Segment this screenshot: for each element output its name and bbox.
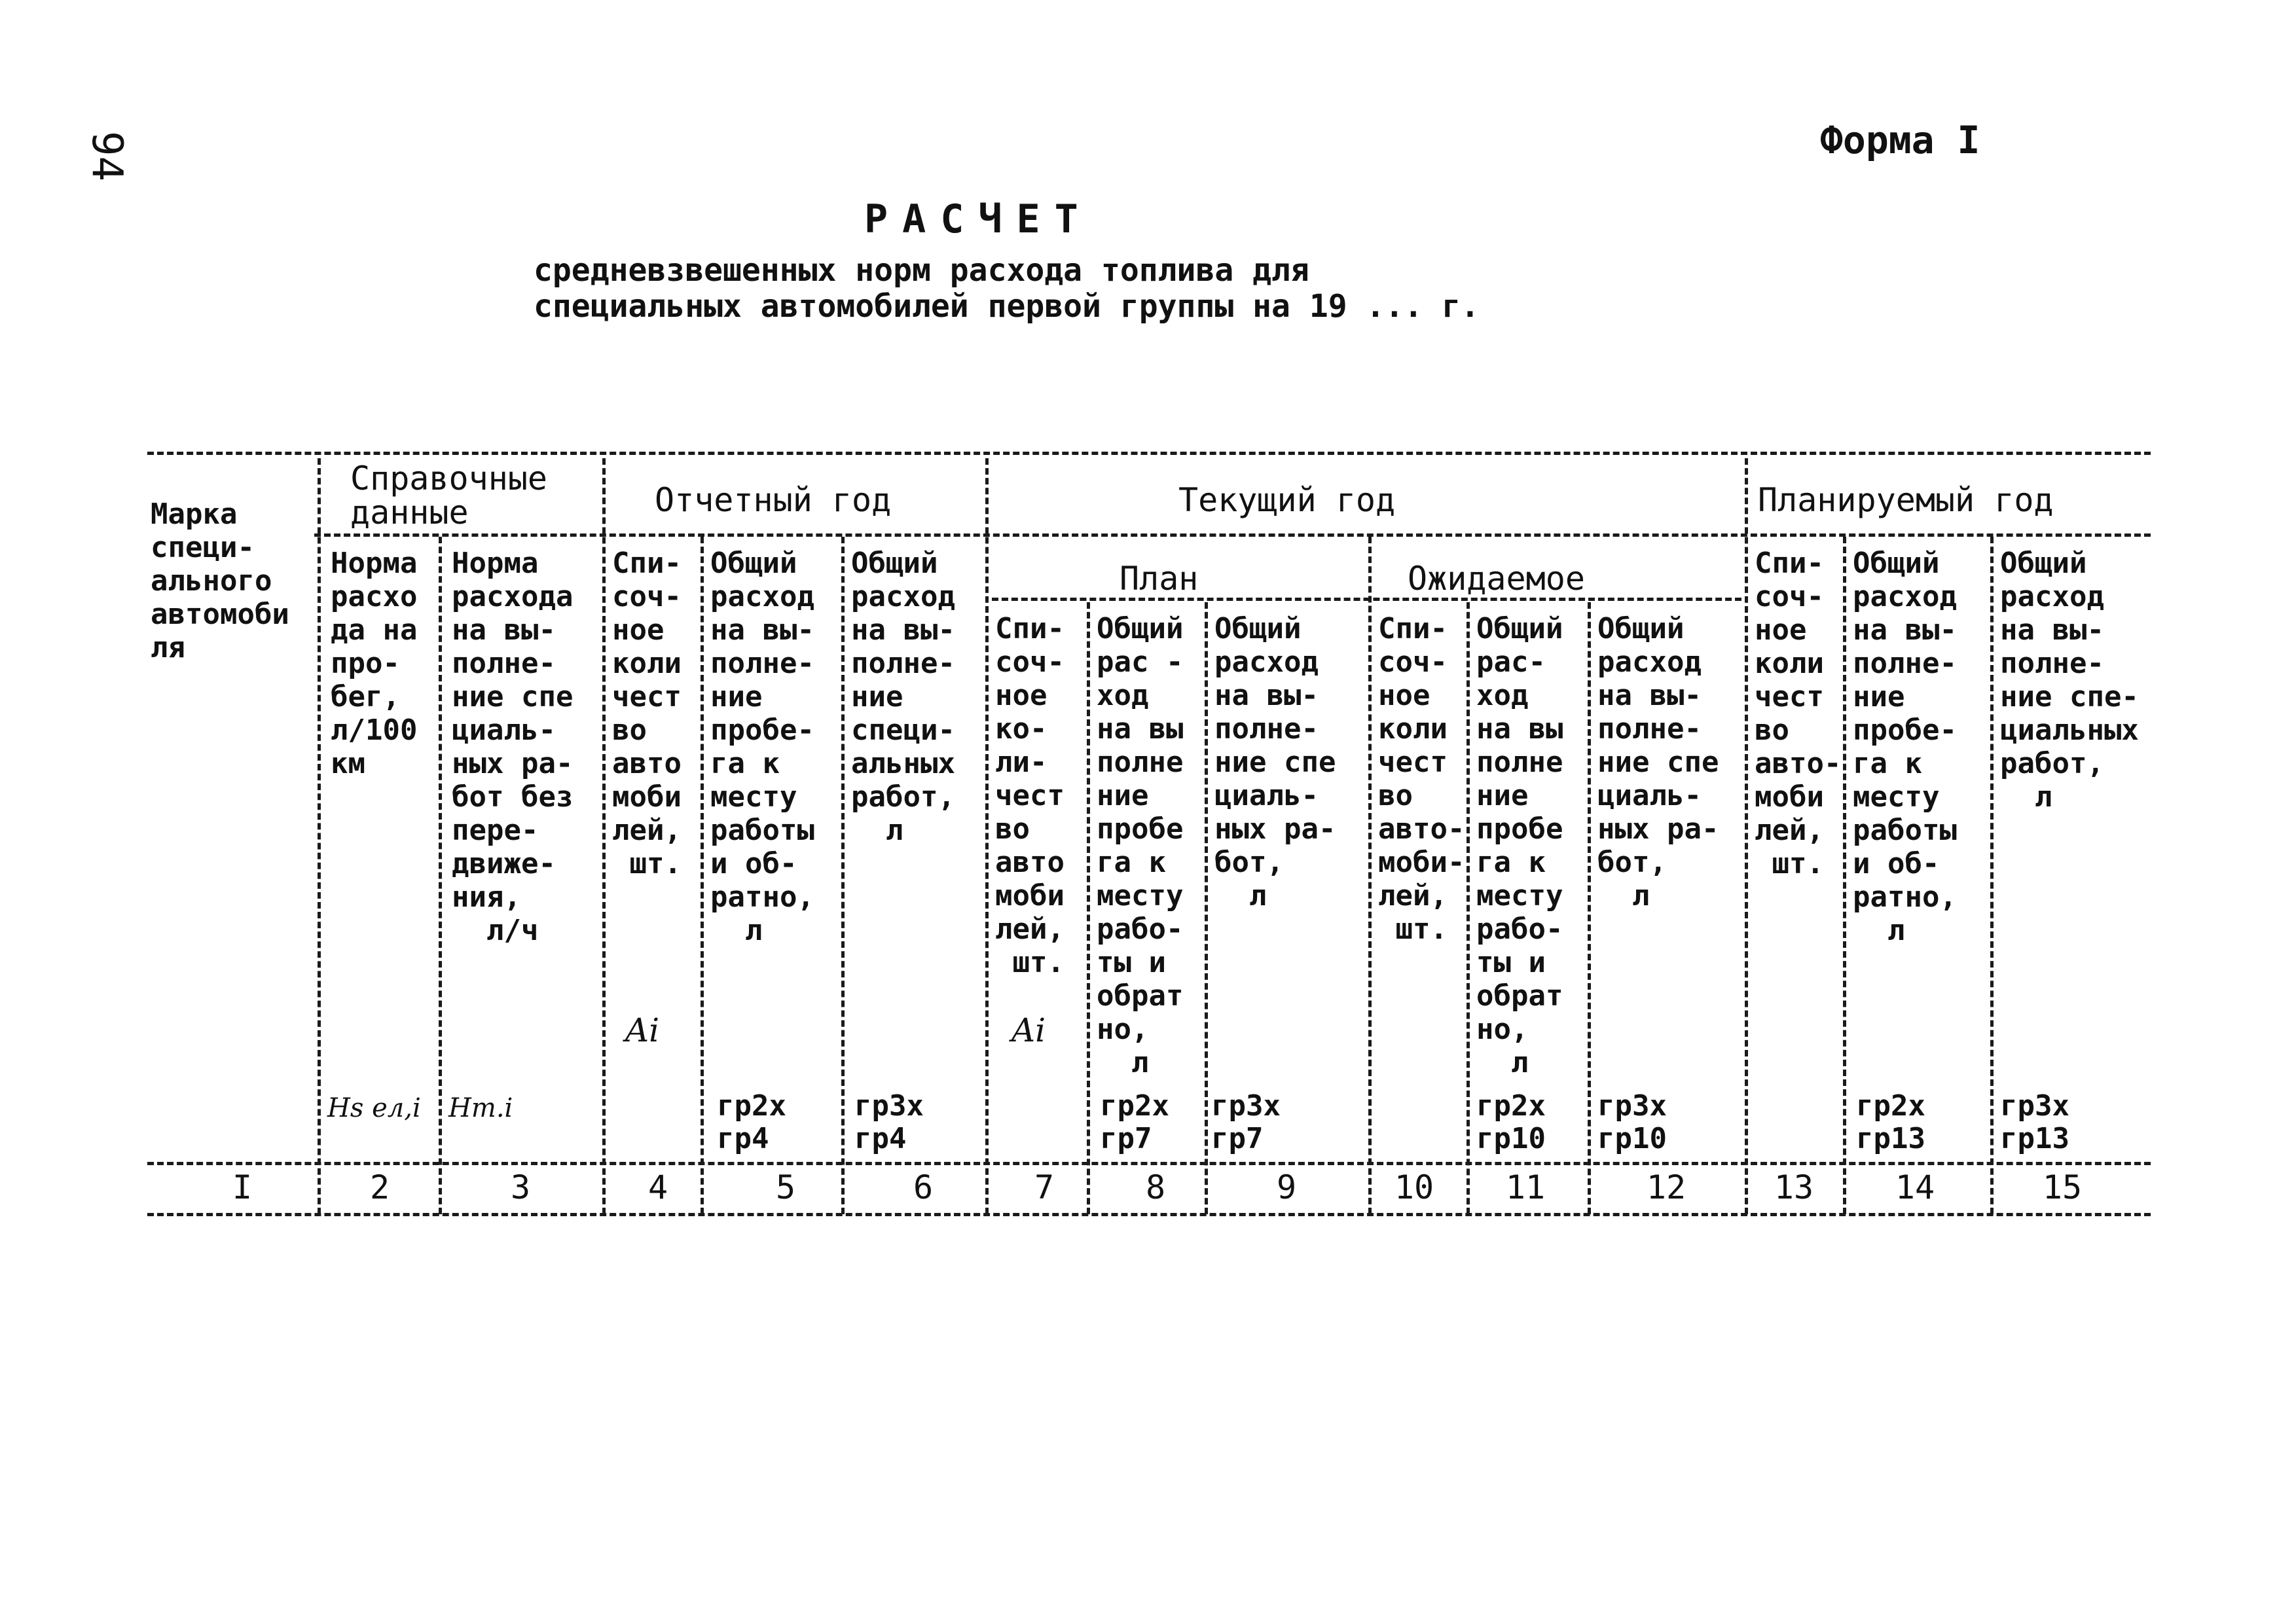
numbers-top-rule	[147, 1162, 2151, 1165]
column-header-10: Спи- соч- ное коли чест во авто- моби- лей, шт.	[1378, 612, 1465, 946]
column-header-6: Общий расход на вы- полне- ние специ- альных работ, л	[851, 547, 955, 847]
column-number-5: 5	[775, 1168, 796, 1206]
page-number: 94	[82, 131, 131, 182]
table-bottom-rule	[147, 1213, 2151, 1216]
column-header-4: Спи- соч- ное коли чест во авто моби лей, шт.	[612, 547, 682, 880]
column-header-8: Общий рас - ход на вы полне ние пробе га к месту рабо- ты и обрат но, л	[1097, 612, 1184, 1079]
column-divider	[1990, 537, 1994, 1214]
column-divider	[318, 458, 321, 1214]
column-divider	[701, 537, 704, 1214]
plan-expected-rule	[992, 598, 1741, 601]
column-header-14: Общий расход на вы- полне- ние пробе- га к месту работы и об- ратно, л	[1853, 547, 1957, 947]
column-number-13: 13	[1774, 1168, 1814, 1206]
column-header-9: Общий расход на вы- полне- ние спе циаль- ных ра- бот, л	[1214, 612, 1336, 912]
column-number-7: 7	[1034, 1168, 1055, 1206]
group-planned-year: Планируемый год	[1758, 481, 2054, 519]
column-header-11: Общий рас- ход на вы полне ние пробе га к месту рабо- ты и обрат но, л	[1476, 612, 1563, 1079]
column-5-formula: гр2х гр4	[717, 1089, 786, 1155]
group-current-year: Текущий год	[1178, 481, 1396, 519]
group-plan: План	[1120, 560, 1199, 598]
column-header-13: Спи- соч- ное коли чест во авто- моби лей, шт.	[1755, 547, 1842, 880]
column-number-9: 9	[1276, 1168, 1297, 1206]
column-12-formula: гр3х гр10	[1597, 1089, 1667, 1155]
column-divider	[1843, 537, 1846, 1214]
column-number-6: 6	[913, 1168, 934, 1206]
column-number-14: 14	[1895, 1168, 1935, 1206]
group-header-rule	[314, 533, 2151, 537]
column-divider	[1087, 602, 1090, 1214]
column-2-symbol: Hs ел,i	[327, 1093, 421, 1123]
column-number-11: 11	[1505, 1168, 1546, 1206]
column-6-formula: гр3х гр4	[854, 1089, 924, 1155]
column-header-5: Общий расход на вы- полне- ние пробе- га к месту работы и об- ратно, л	[710, 547, 814, 947]
group-expected: Ожидаемое	[1408, 560, 1585, 598]
column-header-12: Общий расход на вы- полне- ние спе циаль- ных ра- бот, л	[1597, 612, 1719, 912]
column-divider	[841, 537, 845, 1214]
column-divider	[1368, 537, 1372, 1214]
column-divider	[439, 537, 442, 1214]
column-8-formula: гр2х гр7	[1100, 1089, 1169, 1155]
column-header-2: Норма расхо да на про- бег, л/100 км	[331, 547, 418, 780]
subtitle-line-1: средневзвешенных норм расхода топлива для	[534, 252, 1309, 289]
document-title: РАСЧЕТ	[864, 196, 1093, 242]
column-number-1: I	[232, 1168, 253, 1206]
column-number-15: 15	[2042, 1168, 2083, 1206]
column-number-8: 8	[1145, 1168, 1166, 1206]
column-3-symbol: Hт.i	[448, 1093, 513, 1123]
column-divider	[1205, 602, 1208, 1214]
column-header-15: Общий расход на вы- полне- ние спе- циальных работ, л	[2000, 547, 2139, 814]
column-number-10: 10	[1394, 1168, 1434, 1206]
column-number-2: 2	[369, 1168, 390, 1206]
column-header-1: Марка специ- ального автомоби ля	[151, 497, 289, 664]
column-divider	[602, 458, 606, 1214]
table-top-rule	[147, 452, 2151, 455]
column-divider	[1467, 602, 1470, 1214]
column-header-3: Норма расхода на вы- полне- ние спе циаль- ных ра- бот без пере- движе- ния, л/ч	[452, 547, 574, 947]
column-divider	[985, 458, 989, 1214]
column-14-formula: гр2х гр13	[1856, 1089, 1925, 1155]
column-7-symbol: Ai	[1011, 1011, 1046, 1049]
column-11-formula: гр2х гр10	[1476, 1089, 1546, 1155]
column-divider	[1588, 602, 1591, 1214]
form-label: Форма I	[1820, 118, 1980, 162]
group-reporting-year: Отчетный год	[655, 481, 892, 519]
column-number-3: 3	[510, 1168, 531, 1206]
column-15-formula: гр3х гр13	[2000, 1089, 2069, 1155]
column-number-4: 4	[647, 1168, 668, 1206]
group-reference: Справочные данные	[350, 460, 548, 532]
subtitle-line-2: специальных автомобилей первой группы на 19 ... г.	[534, 288, 1480, 325]
column-number-12: 12	[1646, 1168, 1686, 1206]
column-9-formula: гр3х гр7	[1211, 1089, 1281, 1155]
column-divider	[1745, 458, 1748, 1214]
column-header-7: Спи- соч- ное ко- ли- чест во авто моби лей, шт.	[995, 612, 1065, 979]
column-4-symbol: Ai	[625, 1011, 660, 1049]
